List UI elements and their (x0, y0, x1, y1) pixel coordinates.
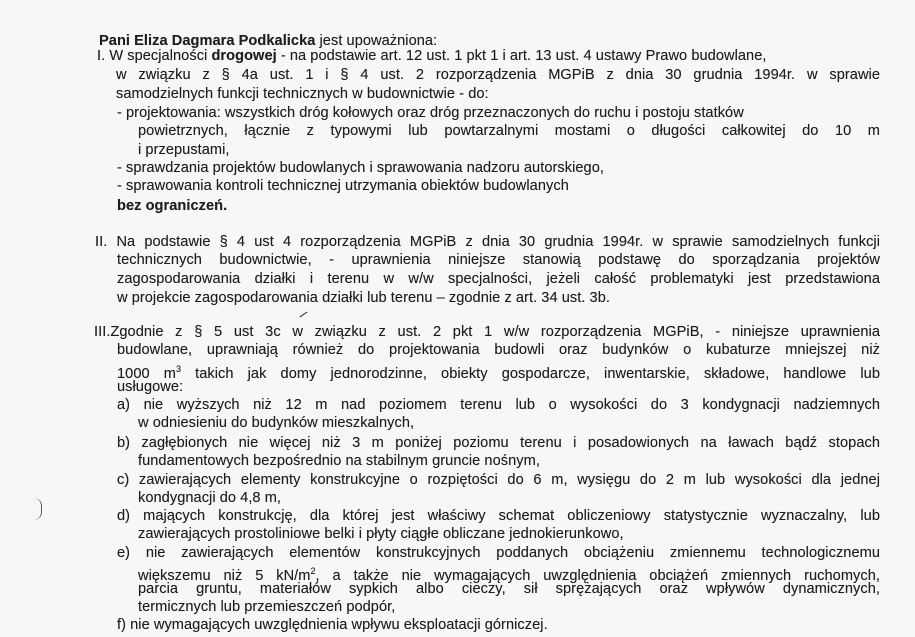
sec1-line-2: w związku z § 4a ust. 1 i § 4 ust. 2 rozporządzenia MGPiB z dnia 30 grudnia 1994r. w sprawie (116, 67, 880, 83)
sec3-item-b-line-2: fundamentowych bezpośrednio na stabilnym gruncie nośnym, (138, 453, 540, 469)
sec3-item-e-line-2-post: , a także nie wymagających uwzględnienia obciążeń zmiennych ruchomych, (315, 567, 880, 584)
sec3-line-2: budowlane, uprawniają również do projektowania budowli oraz budynków o kubaturze mniejszej niż (117, 342, 880, 358)
holder-name: Pani Eliza Dagmara Podkalicka (99, 33, 316, 49)
sec3-load-value: większemu niż 5 kN/m (138, 567, 311, 584)
header-text: jest upoważniona: (315, 33, 438, 49)
sec3-volume-value: 1000 m (117, 365, 176, 382)
sec3-item-a-line-1: a) nie wyższych niż 12 m nad poziomem terenu lub o wysokości do 3 kondygnacji nadziemnych (117, 397, 880, 413)
sec3-item-c-line-1: c) zawierających elementy konstrukcyjne o rozpiętości do 6 m, wysięgu do 2 m lub wysokości dla jednej (117, 472, 880, 488)
sec3-item-f-line-1: f) nie wymagających uwzględnienia wpływu eksploatacji górniczej. (117, 617, 548, 633)
sec1-bullet-3: - sprawowania kontroli technicznej utrzymania obiektów budowlanych (117, 178, 569, 194)
sec3-line-3 (117, 360, 880, 383)
sec3-item-d-line-1: d) mających konstrukcję, dla której jest właściwy schemat obliczeniowy statystycznie wyznaczalny, lub (117, 508, 880, 524)
sec3-item-c-line-2: kondygnacji do 4,8 m, (138, 490, 282, 506)
sec1-closing: bez ograniczeń. (117, 198, 228, 214)
sec3-item-e-line-1: e) nie zawierających elementów konstrukcyjnych poddanych obciążeniu zmiennemu technologicznemu (117, 545, 880, 561)
sec3-line-1: III.Zgodnie z § 5 ust 3c w związku z ust. 2 pkt 1 w/w rozporządzenia MGPiB, - niniejsze uprawnienia (94, 324, 880, 340)
sec3-load-exponent: 2 (310, 566, 316, 576)
sec2-line-3: zagospodarowania działki i terenu w w/w specjalności, jeżeli całość problematyki jest przedstawiona (117, 271, 880, 287)
sec3-line-4: usługowe: (117, 379, 184, 395)
specialty-name: drogowej (211, 48, 277, 64)
sec1-bullet-2: - sprawdzania projektów budowlanych i sprawowania nadzoru autorskiego, (117, 160, 604, 176)
sec1-bullet-1-line-1: - projektowania: wszystkich dróg kołowych oraz dróg przeznaczonych do ruchu i postoju statków (117, 105, 744, 121)
sec3-item-e-line-4: termicznych lub przemieszczeń podpór, (138, 599, 396, 615)
sec1-line-1-pre: I. W specjalności (97, 48, 212, 64)
sec3-line-3-post: takich jak domy jednorodzinne, obiekty gospodarcze, inwentarskie, składowe, handlowe lub (181, 365, 880, 382)
sec3-item-b-line-1: b) zagłębionych nie więcej niż 3 m poniżej poziomu terenu i posadowionych na ławach bądź stopach (117, 435, 880, 451)
sec2-line-1: II. Na podstawie § 4 ust 4 rozporządzenia MGPiB z dnia 30 grudnia 1994r. w sprawie samodzielnych funkcji (95, 234, 880, 250)
sec1-line-3: samodzielnych funkcji technicznych w budownictwie - do: (116, 86, 489, 102)
sec1-bullet-1-line-2: powietrznych, łącznie z typowymi lub powtarzalnymi mostami o długości całkowitej do 10 m (138, 123, 880, 139)
sec3-volume-exponent: 3 (175, 364, 182, 374)
sec2-line-2: technicznych budownictwie, - uprawnienia niniejsze stanowią podstawę do sporządzania projektów (117, 252, 880, 268)
pen-mark (300, 312, 308, 318)
sec1-line-1-post: - na podstawie art. 12 ust. 1 pkt 1 i art. 13 ust. 4 ustawy Prawo budowlane, (276, 48, 767, 64)
sec3-item-d-line-2: zawierających prostoliniowe belki i płyty ciągłe obliczane jednokierunkowo, (138, 526, 624, 542)
sec3-item-e-line-3: parcia gruntu, materiałów sypkich albo cieczy, sił sprężających oraz wpływów dynamicznych, (138, 581, 880, 597)
sec3-item-a-line-2: w odniesieniu do budynków mieszkalnych, (138, 415, 415, 431)
sec2-line-4: w projekcie zagospodarowania działki lub terenu – zgodnie z art. 34 ust. 3b. (117, 290, 610, 306)
sec1-line-1 (97, 47, 766, 65)
margin-bracket-mark (34, 498, 42, 520)
sec1-bullet-1-line-3: i przepustami, (138, 142, 230, 158)
